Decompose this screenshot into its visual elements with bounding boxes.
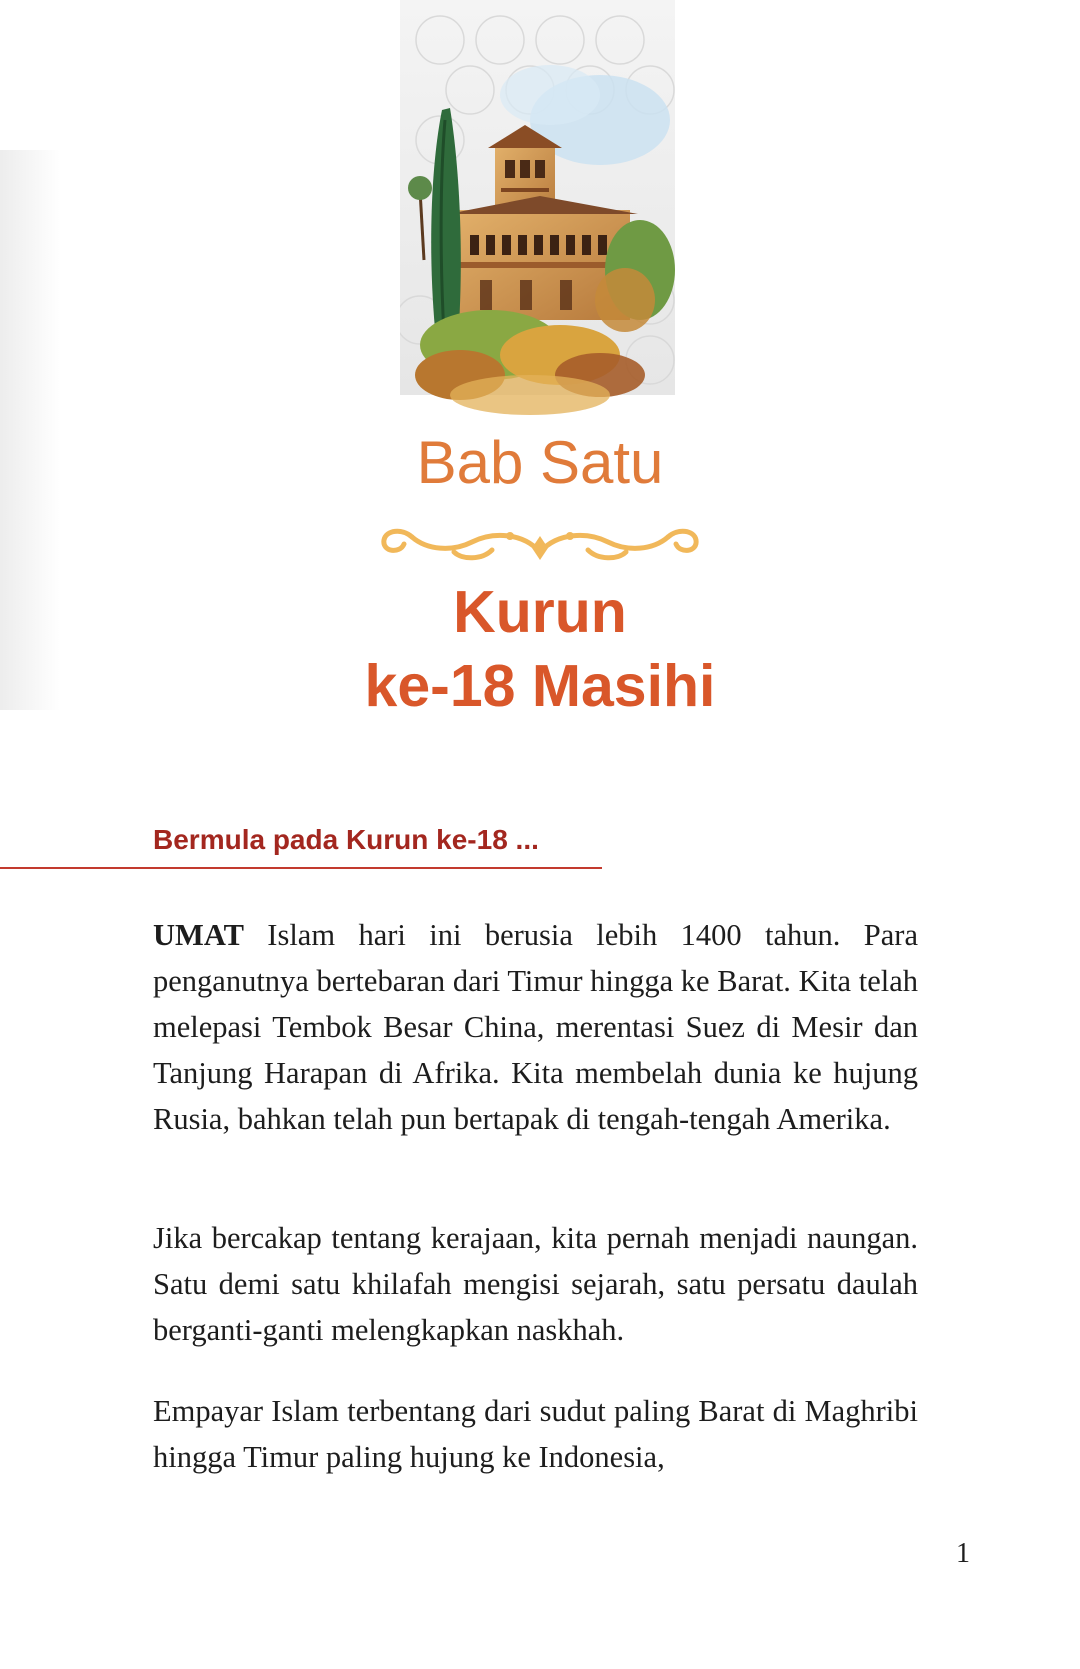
section-heading: Bermula pada Kurun ke-18 ...	[153, 824, 539, 855]
paragraph-1-lead: UMAT	[153, 918, 244, 952]
section-underline	[0, 867, 602, 869]
paragraph-2: Jika bercakap tentang kerajaan, kita pernah menjadi naungan. Satu demi satu khilafah mengisi sejarah, satu persatu daulah berganti-ganti melengkapkan naskhah.	[153, 1221, 918, 1347]
palace-illustration	[400, 0, 675, 425]
page-number: 1	[956, 1538, 970, 1569]
chapter-label: Bab Satu	[416, 429, 664, 496]
paragraph-1-text: Islam hari ini berusia lebih 1400 tahun. Para penganutnya bertebaran dari Timur hingga ke Barat. Kita telah melepasi Tembok Besar China, merentasi Suez di Mesir dan Tanjung Harapan di Afrika. Kita membelah dunia ke hujung Rusia, bahkan telah pun bertapak di tengah-tengah Amerika.	[153, 918, 918, 1136]
paragraph-1	[153, 912, 918, 1142]
chapter-title	[0, 575, 1080, 723]
chapter-title-line1: Kurun	[453, 579, 627, 645]
paragraph-3: Empayar Islam terbentang dari sudut paling Barat di Maghribi hingga Timur paling hujung ke Indonesia,	[153, 1394, 918, 1474]
chapter-title-line2: ke-18 Masihi	[364, 653, 716, 719]
ornamental-divider-icon	[372, 512, 708, 568]
